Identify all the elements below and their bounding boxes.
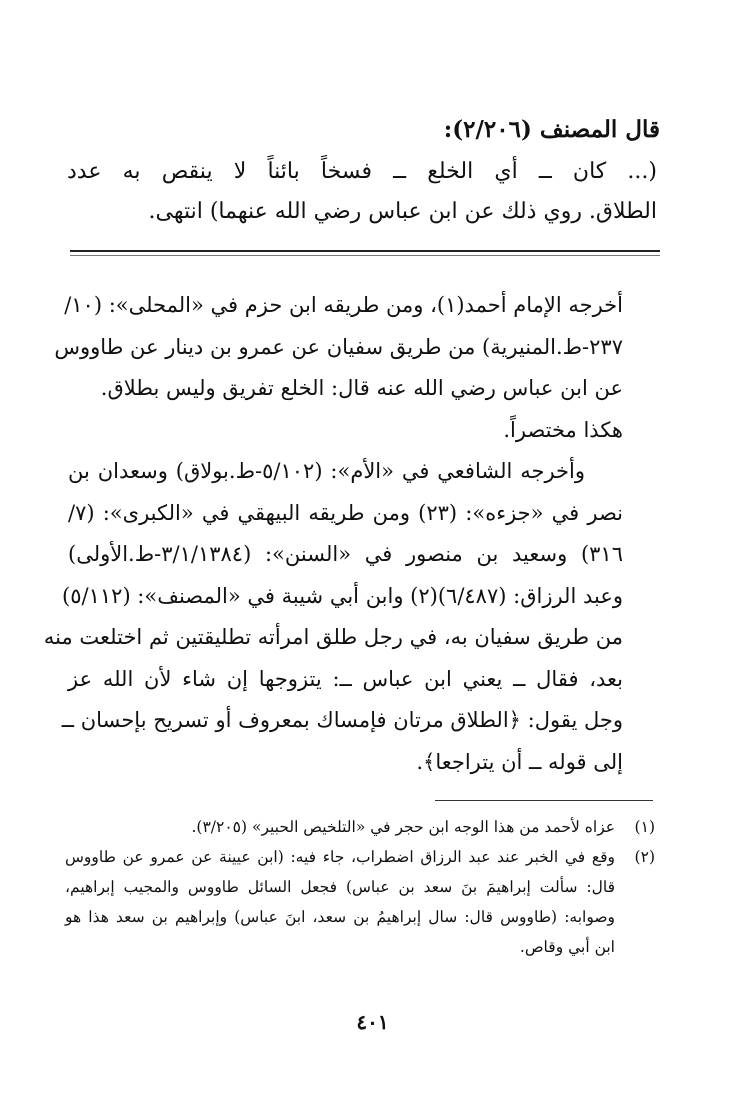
quote-line: (... كان ــ أي الخلع ــ فسخاً بائناً لا ينقص به عدد xyxy=(67,159,657,184)
body-line: هكذا مختصراً. xyxy=(503,417,623,442)
body-line: وجل يقول: ﴿الطلاق مرتان فإمساك بمعروف أو تسريح بإحسان ــ xyxy=(61,708,623,732)
body-line: من طريق سفيان به، في رجل طلق امرأته تطليقتين ثم اختلعت منه xyxy=(43,625,623,649)
footnote-line: قال: سألت إبراهيمَ بنَ سعد بن عباس) فجعل السائل طاووس والمجيب إبراهيم، xyxy=(65,878,615,896)
footnote-line: وصوابه: (طاووس قال: سال إبراهيمُ بن سعد، ابنَ عباس) وإبراهيم بن سعد هذا هو xyxy=(65,908,615,926)
footnote-number: (٢) xyxy=(634,848,655,866)
body-text xyxy=(43,285,624,783)
footnote-line: وقع في الخبر عند عبد الرزاق اضطراب، جاء فيه: (ابن عيينة عن عمرو عن طاووس xyxy=(65,848,615,866)
body-line: ٣١٦) وسعيد بن منصور في «السنن»: (٣/١/١٣٨٤-ط.الأولى) xyxy=(68,542,623,566)
quoted-text xyxy=(67,152,657,232)
body-line: عن ابن عباس رضي الله عنه قال: الخلع تفريق وليس بطلاق. xyxy=(100,376,623,400)
footnote-rule xyxy=(435,800,653,801)
body-line: ٢٣٧-ط.المنيرية) من طريق سفيان عن عمرو بن دينار عن طاووس xyxy=(54,334,623,359)
body-line: أخرجه الإمام أحمد(١)، ومن طريقه ابن حزم في «المحلى»: (١٠/ xyxy=(64,293,623,317)
body-line: وعبد الرزاق: (٦/٤٨٧)(٢) وابن أبي شيبة في «المصنف»: (٥/١١٢) xyxy=(62,583,623,608)
footnote-line: عزاه لأحمد من هذا الوجه ابن حجر في «التلخيص الحبير» (٣/٢٠٥). xyxy=(191,818,615,836)
footnote xyxy=(65,812,655,842)
footnotes xyxy=(65,812,655,962)
separator-rule-thin xyxy=(70,255,660,256)
footnote-line: ابن أبي وقاص. xyxy=(519,938,615,956)
body-line: نصر في «جزءه»: (٢٣) ومن طريقه البيهقي في «الكبرى»: (٧/ xyxy=(68,500,624,525)
quote-line: الطلاق. روي ذلك عن ابن عباس رضي الله عنهما) انتهى. xyxy=(148,199,657,224)
body-line: وأخرجه الشافعي في «الأم»: (٥/١٠٢-ط.بولاق) وسعدان بن xyxy=(68,459,585,483)
body-line: بعد، فقال ــ يعني ابن عباس ــ: يتزوجها إن شاء لأن الله عز xyxy=(68,666,623,691)
section-heading: قال المصنف (٢/٢٠٦): xyxy=(443,116,660,143)
body-line: إلى قوله ــ أن يتراجعا﴾. xyxy=(416,749,623,774)
page-number: ٤٠١ xyxy=(356,1010,389,1034)
footnote-number: (١) xyxy=(634,818,655,836)
separator-rule xyxy=(70,250,660,252)
footnote xyxy=(65,842,655,962)
